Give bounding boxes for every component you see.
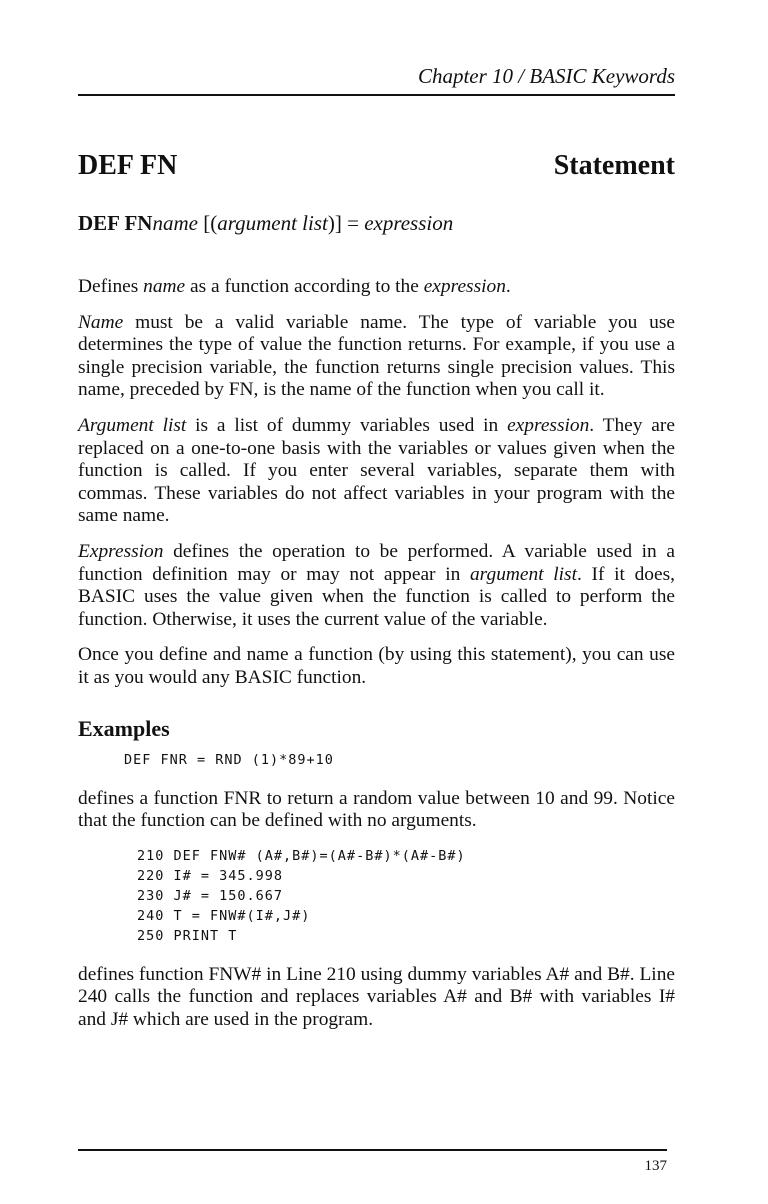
italic-term: Argument list	[78, 414, 187, 436]
text-span: .	[505, 276, 511, 297]
italic-term: expression	[507, 414, 590, 436]
text-span: must be a valid variable name. The type of variable you use determines the type of value the function returns. For example, if you use a single precision variable, the function returns single precision values. This name, preceded by FN, is the name of the function when you call it.	[78, 311, 675, 401]
examples-heading: Examples	[78, 715, 170, 741]
code-line: 230 J# = 150.667	[137, 887, 284, 904]
syntax-bracket-close: )] =	[327, 211, 365, 235]
syntax-bracket-open: [(	[197, 211, 218, 235]
example-2-description: defines function FNW# in Line 210 using dummy variables A# and B#. Line 240 calls the function and replaces variables A# and B# with variables I# and J# which are used in the program.	[78, 963, 675, 1030]
italic-term: expression	[423, 276, 506, 297]
syntax-keyword: DEF FN	[78, 211, 153, 235]
italic-term: argument list	[469, 563, 577, 585]
code-example-1: DEF FNR = RND (1)*89+10	[124, 751, 334, 768]
code-line: 250 PRINT T	[137, 927, 238, 944]
header-rule	[78, 94, 675, 96]
text-span: defines the operation to be performed. A variable used in a function definition may or may not appear in	[78, 540, 675, 585]
entry-title-row	[78, 150, 675, 186]
paragraph-expression	[78, 541, 675, 631]
syntax-name: name	[152, 211, 198, 235]
syntax-line	[78, 211, 453, 236]
footer-rule	[78, 1149, 667, 1151]
text-span: . They are replaced on a one-to-one basis with the variables or values given when the function is called. If you enter several variables, separate them with commas. These variables do not affect variables in your program with the same name.	[78, 414, 675, 527]
paragraph-name	[78, 312, 675, 402]
body-content	[78, 276, 675, 1044]
code-line: 210 DEF FNW# (A#,B#)=(A#-B#)*(A#-B#)	[137, 847, 466, 864]
text-span: . If it does, BASIC uses the value given when the function is called to perform the function. Otherwise, it uses the current value of the variable.	[78, 563, 675, 630]
text-span: as a function according to the	[185, 276, 424, 297]
page-number: 137	[644, 1158, 667, 1174]
text-span: Defines	[78, 276, 144, 297]
code-line: 240 T = FNW#(I#,J#)	[137, 907, 311, 924]
italic-term: Expression	[78, 540, 164, 562]
paragraph-defines	[78, 276, 675, 299]
syntax-argument-list: argument list	[217, 211, 328, 235]
syntax-expression: expression	[364, 211, 454, 235]
paragraph-usage: Once you define and name a function (by using this statement), you can use it as you would any BASIC function.	[78, 644, 675, 688]
code-line: 220 I# = 345.998	[137, 867, 284, 884]
keyword-title: DEF FN	[78, 150, 178, 181]
running-head: Chapter 10 / BASIC Keywords	[417, 64, 675, 88]
example-1-description: defines a function FNR to return a random value between 10 and 99. Notice that the function can be defined with no arguments.	[78, 787, 675, 832]
code-example-2	[137, 846, 675, 946]
keyword-kind: Statement	[553, 150, 675, 181]
italic-term: name	[143, 276, 186, 297]
paragraph-argument-list	[78, 415, 675, 528]
italic-term: Name	[78, 311, 124, 333]
text-span: is a list of dummy variables used in	[186, 414, 508, 436]
